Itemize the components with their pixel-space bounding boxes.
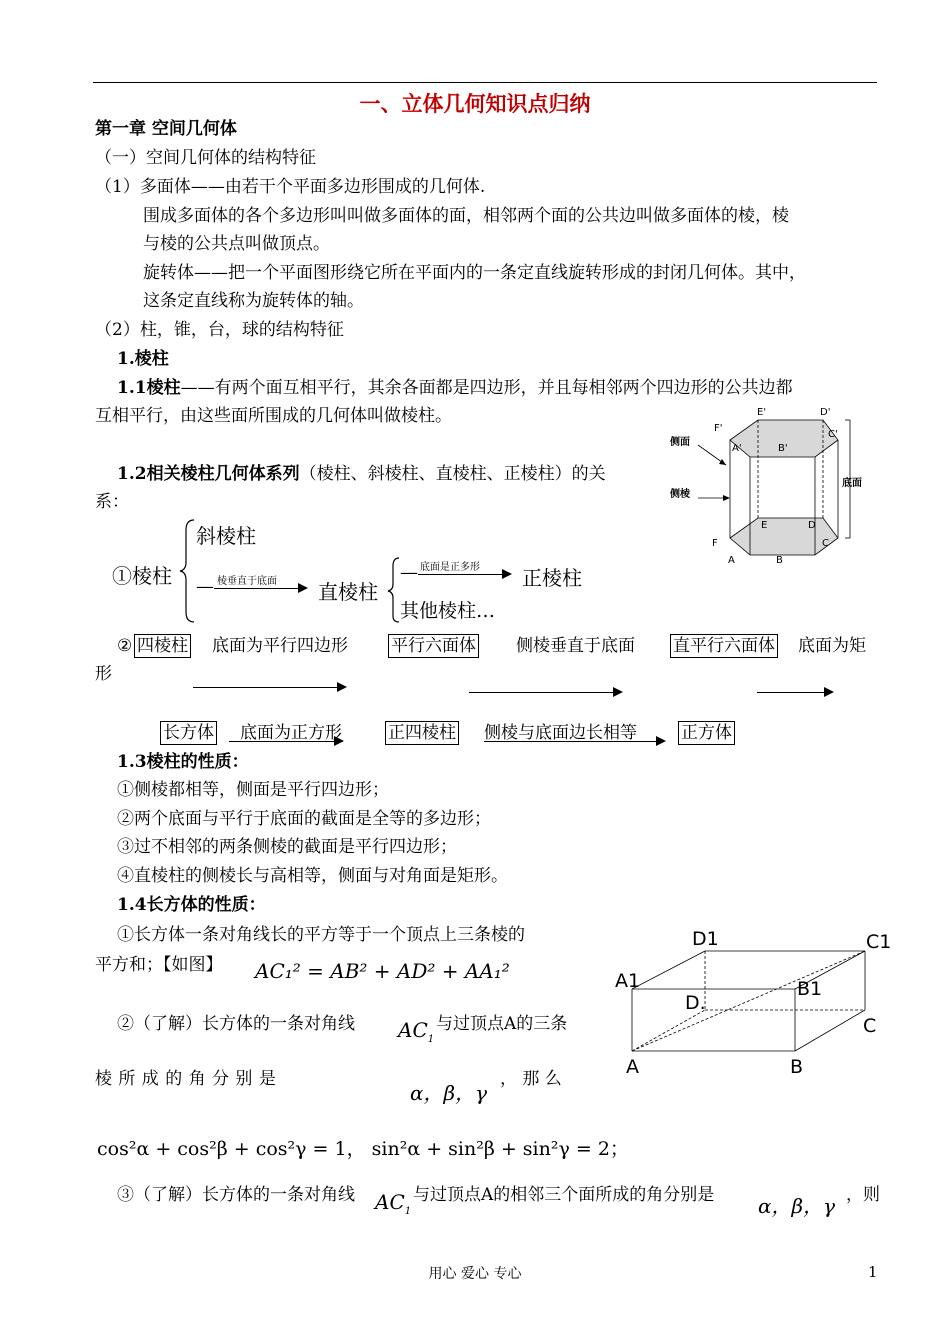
paragraph: 棱 所 成 的 角 分 别 是 [95,1069,277,1089]
annotation: 侧面 [670,437,690,448]
arrow [469,692,621,693]
regular-prism: 正棱柱 [522,566,582,590]
chain-condition: 底面为正方形 [240,723,342,743]
section-heading: （一）空间几何体的结构特征 [95,148,316,168]
sub: 1 [427,1034,435,1045]
sub: 1 [404,1206,412,1217]
prism-figure [660,400,880,570]
vertex-label: D' [820,407,831,418]
condition-label: 底面是正多形 [420,562,480,573]
chain-node: 正四棱柱 [385,721,459,745]
formula-diagonal: AC₁² = AB² + AD² + AA₁² [255,959,510,983]
arrow [214,588,306,589]
chain-node [134,634,191,658]
property-item: ③过不相邻的两条侧棱的截面是平行四边形； [117,837,457,857]
paragraph: 旋转体——把一个平面图形绕它所在平面内的一条定直线旋转形成的封闭几何体。其中， [143,263,806,283]
cuboid-figure [610,925,900,1085]
vertex-label: A [626,1056,639,1078]
paragraph: ②（了解）长方体的一条对角线 [117,1014,355,1034]
condition-label: 棱垂直于底面 [217,576,277,587]
chain-row-1 [117,635,132,657]
chapter-heading: 第一章 空间几何体 [95,119,237,139]
paragraph: 平方和；【如图】 [95,955,223,975]
property-item: ④直棱柱的侧棱长与高相等，侧面与对角面是矩形。 [117,866,508,886]
paragraph: 系： [95,492,129,512]
vertex-label: A' [732,443,742,454]
paragraph: 与过顶点A的相邻三个面所成的角分别是 [413,1185,715,1205]
vertex-label: D [808,520,816,531]
chain-node: 直平行六面体 [670,634,778,658]
oblique-prism: 斜棱柱 [196,524,256,548]
angles: α，β，γ [410,1081,488,1105]
annotation: 底面 [842,478,862,489]
chain-node: 长方体 [160,721,217,745]
term: 1.2相关棱柱几何体系列 [117,464,300,484]
ac: AC [398,1018,428,1042]
dash-prefix: — [196,576,214,597]
chain-circle: ② [117,636,133,656]
page-number: 1 [868,1263,878,1281]
vertex-label: F' [714,423,723,434]
paragraph: ，则 [846,1185,880,1205]
paragraph: ③（了解）长方体的一条对角线 [117,1185,355,1205]
paragraph: 与棱的公共点叫做顶点。 [143,234,330,254]
property-item: ①侧棱都相等，侧面是平行四边形； [117,780,389,800]
ac: AC [375,1190,405,1214]
arrow [757,692,832,693]
vertex-label: D. [685,992,706,1014]
page-title: 一、立体几何知识点归纳 [359,92,591,116]
paragraph: ， 那 么 [500,1069,562,1089]
subheading: 1.4长方体的性质： [117,895,266,915]
right-prism: 直棱柱 [318,580,378,604]
tree-root: ①棱柱 [112,564,172,588]
formula-ac1 [398,1018,434,1045]
other-prisms: 其他棱柱… [400,600,496,622]
angles: α，β，γ [758,1194,836,1218]
chain-condition: 形 [95,664,112,684]
paragraph: （2）柱，锥，台，球的结构特征 [95,320,344,340]
paragraph [117,463,606,485]
chain-node: 正方体 [678,721,735,745]
vertex-label: E' [757,407,767,418]
brace-large [178,518,198,624]
property-item: ②两个底面与平行于底面的截面是全等的多边形； [117,809,491,829]
formula-ac1 [375,1190,411,1217]
dash-prefix: — [400,562,418,583]
term: 1.1棱柱 [117,378,181,398]
page-footer: 用心 爱心 专心 [428,1266,522,1282]
definition: ——有两个面互相平行，其余各面都是四边形，并且每相邻两个四边形的公共边都 [180,378,793,398]
vertex-label: B [776,555,783,566]
text: （棱柱、斜棱柱、直棱柱、正棱柱）的关 [299,464,606,484]
vertex-label: C' [828,429,838,440]
paragraph: 这条定直线称为旋转体的轴。 [143,291,364,311]
vertex-label: C [822,538,829,549]
subheading: 1.3棱柱的性质： [117,752,249,772]
arrow [418,574,510,575]
vertex-label: F [712,538,718,549]
node-label: 四棱柱 [137,636,188,656]
paragraph [117,377,793,399]
formula-cos-sin: cos²α + cos²β + cos²γ = 1， sin²α + sin²β + sin²γ = 2； [97,1138,629,1160]
vertex-label: A [728,555,735,566]
paragraph: 互相平行，由这些面所围成的几何体叫做棱柱。 [95,406,452,426]
chain-node: 平行六面体 [388,634,479,658]
vertex-label: D1 [692,928,719,950]
vertex-label: A1 [615,970,641,992]
arrow [193,687,345,688]
arrow [229,741,342,742]
vertex-label: B' [778,443,788,454]
paragraph: 围成多面体的各个多边形叫叫做多面体的面，相邻两个面的公共边叫做多面体的棱，棱 [143,206,789,226]
paragraph: 与过顶点A的三条 [436,1014,568,1034]
vertex-label: B [790,1056,804,1078]
vertex-label: E [761,520,768,531]
vertex-label: C [863,1015,877,1037]
chain-condition: 底面为平行四边形 [212,636,348,656]
subheading: 1.棱柱 [117,349,169,369]
paragraph: ①长方体一条对角线长的平方等于一个顶点上三条棱的 [117,925,525,945]
paragraph: （1）多面体——由若干个平面多边形围成的几何体. [95,177,486,197]
header-rule [93,82,877,83]
arrow [484,741,664,742]
chain-condition: 底面为矩 [798,636,866,656]
vertex-label: C1 [866,931,892,953]
vertex-label: B1 [797,978,823,1000]
chain-condition: 侧棱与底面边长相等 [484,723,637,743]
chain-condition: 侧棱垂直于底面 [516,636,635,656]
annotation: 侧棱 [670,489,690,500]
